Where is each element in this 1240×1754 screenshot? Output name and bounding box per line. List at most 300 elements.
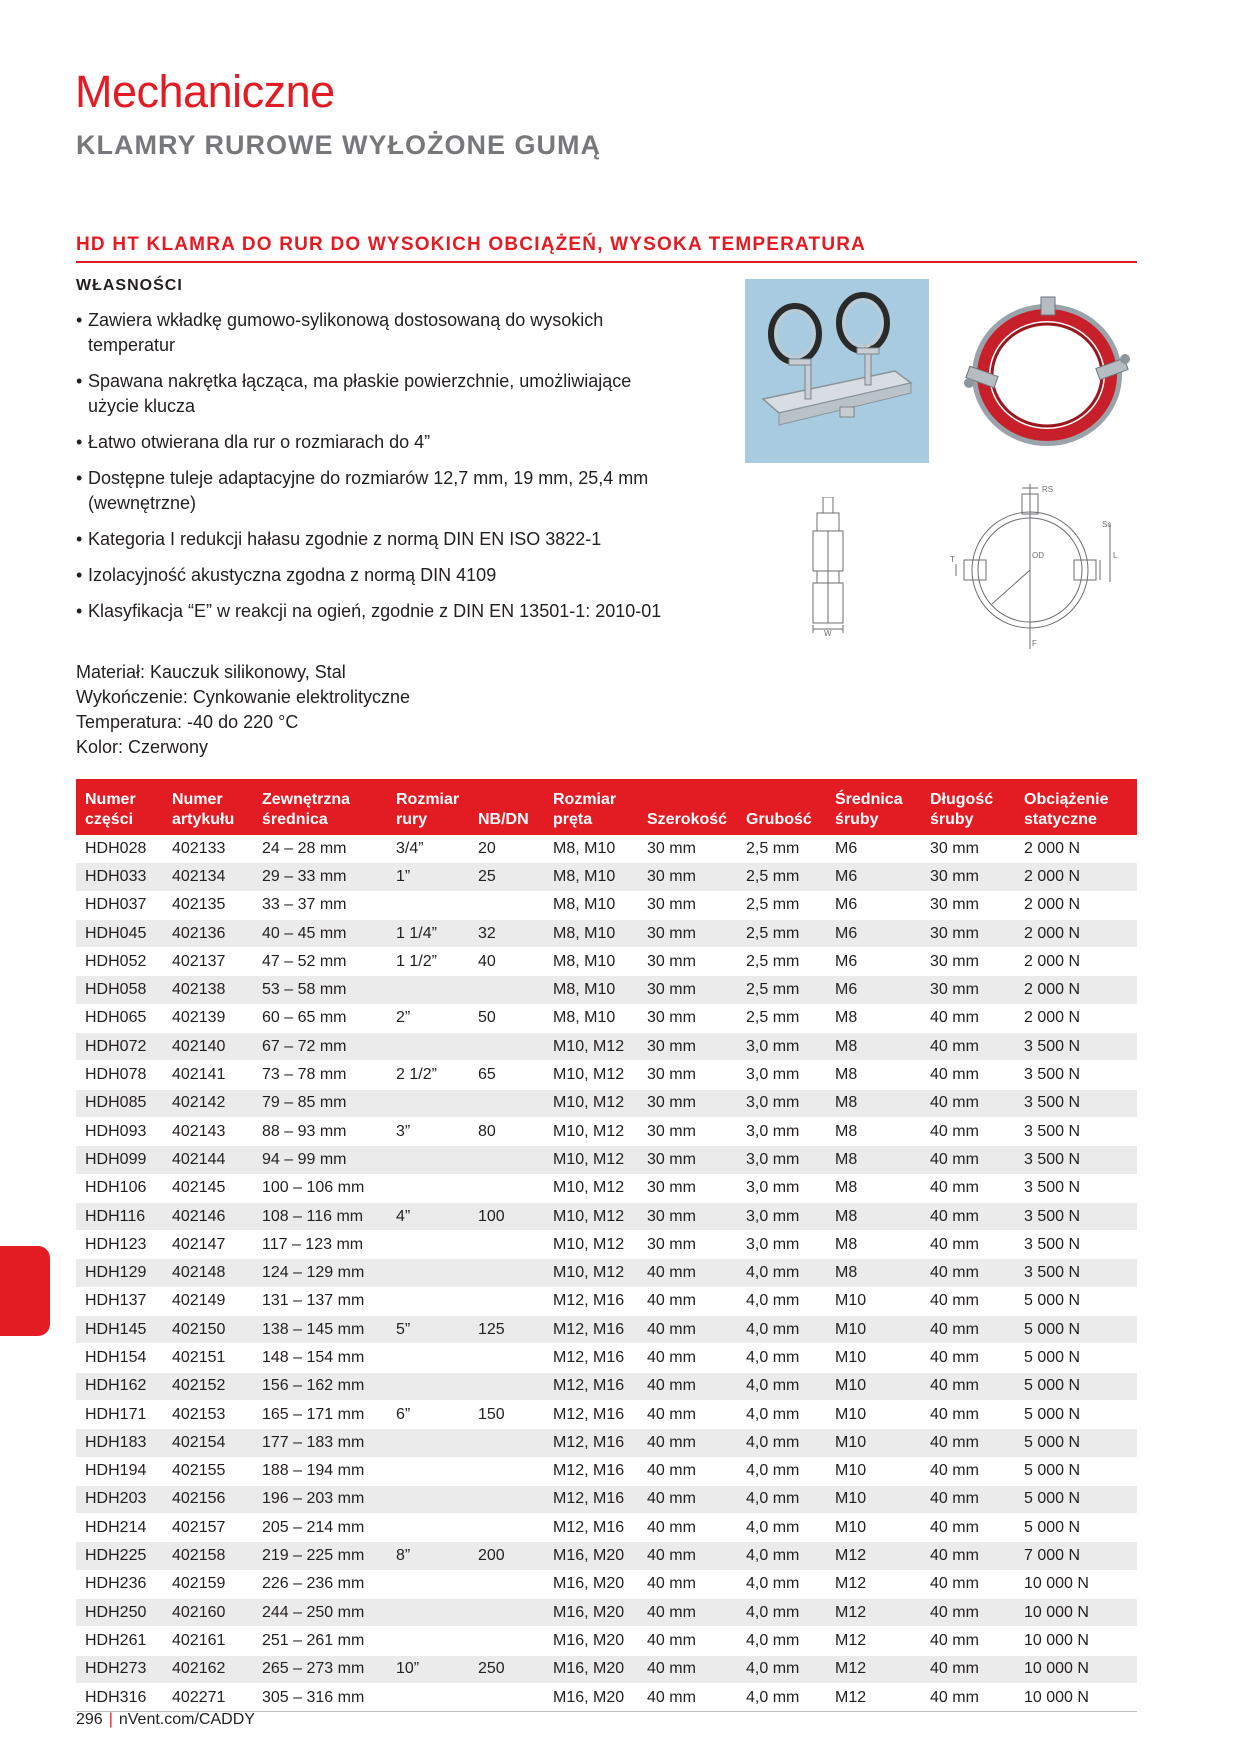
- cell-rod-size: M12, M16: [544, 1344, 638, 1372]
- cell-bolt-length: 40 mm: [921, 1514, 1015, 1542]
- footer-separator: |: [108, 1711, 113, 1728]
- table-row: [76, 1400, 1137, 1428]
- product-title: HD HT KLAMRA DO RUR DO WYSOKICH OBCIĄŻEŃ, WYSOKA TEMPERATURA: [76, 234, 1137, 263]
- cell-bolt-diameter: M8: [826, 1033, 921, 1061]
- cell-width: 30 mm: [638, 1146, 737, 1174]
- column-header-article-number: [163, 779, 253, 835]
- cell-thickness: 4,0 mm: [737, 1372, 826, 1400]
- column-header-line: pręta: [553, 811, 593, 828]
- cell-bolt-length: 40 mm: [921, 1570, 1015, 1598]
- cell-part-number: HDH116: [76, 1202, 163, 1230]
- cell-pipe-size: [387, 1344, 469, 1372]
- cell-article-number: 402138: [163, 976, 253, 1004]
- cell-rod-size: M10, M12: [544, 1174, 638, 1202]
- cell-thickness: 3,0 mm: [737, 1146, 826, 1174]
- cell-width: 30 mm: [638, 1004, 737, 1032]
- cell-rod-size: M16, M20: [544, 1683, 638, 1711]
- cell-bolt-length: 40 mm: [921, 1259, 1015, 1287]
- cell-part-number: HDH145: [76, 1316, 163, 1344]
- footer-website: nVent.com/CADDY: [118, 1711, 255, 1728]
- cell-static-load: 2 000 N: [1015, 863, 1137, 891]
- cell-width: 30 mm: [638, 1117, 737, 1145]
- cell-width: 40 mm: [638, 1287, 737, 1315]
- drawing-label-l: L: [1113, 551, 1118, 560]
- cell-nb-dn: 80: [469, 1117, 544, 1145]
- cell-bolt-diameter: M8: [826, 1061, 921, 1089]
- cell-article-number: 402150: [163, 1316, 253, 1344]
- cell-bolt-diameter: M8: [826, 1259, 921, 1287]
- cell-bolt-length: 40 mm: [921, 1061, 1015, 1089]
- cell-outer-diameter: 148 – 154 mm: [253, 1344, 387, 1372]
- cell-thickness: 3,0 mm: [737, 1061, 826, 1089]
- cell-bolt-diameter: M6: [826, 863, 921, 891]
- cell-static-load: 3 500 N: [1015, 1033, 1137, 1061]
- column-header-line: śruby: [930, 811, 974, 828]
- cell-part-number: HDH316: [76, 1683, 163, 1711]
- spec-color: Kolor: Czerwony: [76, 737, 209, 757]
- cell-part-number: HDH099: [76, 1146, 163, 1174]
- cell-article-number: 402155: [163, 1457, 253, 1485]
- cell-bolt-diameter: M10: [826, 1485, 921, 1513]
- cell-static-load: 3 500 N: [1015, 1202, 1137, 1230]
- cell-outer-diameter: 40 – 45 mm: [253, 919, 387, 947]
- cell-width: 40 mm: [638, 1683, 737, 1711]
- cell-bolt-length: 40 mm: [921, 1400, 1015, 1428]
- cell-article-number: 402149: [163, 1287, 253, 1315]
- cell-width: 30 mm: [638, 891, 737, 919]
- cell-width: 40 mm: [638, 1655, 737, 1683]
- cell-width: 30 mm: [638, 1174, 737, 1202]
- cell-rod-size: M10, M12: [544, 1259, 638, 1287]
- cell-article-number: 402159: [163, 1570, 253, 1598]
- table-row: [76, 1627, 1137, 1655]
- column-header-line: Długość: [930, 791, 994, 808]
- cell-width: 40 mm: [638, 1542, 737, 1570]
- column-header-line: części: [85, 811, 134, 828]
- cell-bolt-length: 30 mm: [921, 835, 1015, 863]
- cell-bolt-length: 40 mm: [921, 1117, 1015, 1145]
- cell-nb-dn: 20: [469, 835, 544, 863]
- cell-thickness: 2,5 mm: [737, 976, 826, 1004]
- cell-static-load: 5 000 N: [1015, 1457, 1137, 1485]
- cell-part-number: HDH033: [76, 863, 163, 891]
- cell-outer-diameter: 265 – 273 mm: [253, 1655, 387, 1683]
- cell-nb-dn: [469, 1231, 544, 1259]
- column-header-line: Rozmiar: [396, 791, 460, 808]
- cell-pipe-size: [387, 1174, 469, 1202]
- table-row: [76, 891, 1137, 919]
- cell-thickness: 3,0 mm: [737, 1231, 826, 1259]
- cell-bolt-length: 40 mm: [921, 1287, 1015, 1315]
- cell-bolt-length: 40 mm: [921, 1655, 1015, 1683]
- feature-item: • Izolacyjność akustyczna zgodna z normą DIN 4109: [76, 563, 676, 588]
- cell-nb-dn: [469, 1372, 544, 1400]
- cell-pipe-size: 2”: [387, 1004, 469, 1032]
- cell-nb-dn: [469, 1485, 544, 1513]
- cell-width: 30 mm: [638, 1033, 737, 1061]
- cell-thickness: 4,0 mm: [737, 1344, 826, 1372]
- cell-thickness: 4,0 mm: [737, 1287, 826, 1315]
- cell-bolt-diameter: M8: [826, 1089, 921, 1117]
- cell-nb-dn: [469, 1514, 544, 1542]
- cell-bolt-length: 40 mm: [921, 1316, 1015, 1344]
- cell-pipe-size: [387, 1599, 469, 1627]
- drawing-label-od: OD: [1032, 551, 1044, 560]
- cell-nb-dn: 32: [469, 919, 544, 947]
- column-header-outer-diameter: [253, 779, 387, 835]
- cell-nb-dn: 25: [469, 863, 544, 891]
- cell-pipe-size: [387, 1570, 469, 1598]
- cell-thickness: 4,0 mm: [737, 1457, 826, 1485]
- table-row: [76, 1344, 1137, 1372]
- cell-width: 40 mm: [638, 1485, 737, 1513]
- cell-part-number: HDH129: [76, 1259, 163, 1287]
- cell-bolt-length: 40 mm: [921, 1089, 1015, 1117]
- cell-static-load: 2 000 N: [1015, 948, 1137, 976]
- cell-pipe-size: [387, 1485, 469, 1513]
- cell-width: 40 mm: [638, 1372, 737, 1400]
- product-spec-table: [76, 779, 1137, 1712]
- cell-bolt-length: 40 mm: [921, 1599, 1015, 1627]
- cell-width: 30 mm: [638, 1202, 737, 1230]
- table-row: [76, 1429, 1137, 1457]
- cell-nb-dn: [469, 1457, 544, 1485]
- cell-rod-size: M8, M10: [544, 948, 638, 976]
- cell-part-number: HDH203: [76, 1485, 163, 1513]
- cell-part-number: HDH137: [76, 1287, 163, 1315]
- drawing-label-sc: Sc: [1102, 520, 1112, 529]
- cell-outer-diameter: 60 – 65 mm: [253, 1004, 387, 1032]
- cell-bolt-length: 40 mm: [921, 1372, 1015, 1400]
- cell-article-number: 402152: [163, 1372, 253, 1400]
- column-header-line: średnica: [262, 811, 328, 828]
- cell-nb-dn: [469, 1089, 544, 1117]
- drawing-label-rs: RS: [1042, 485, 1054, 494]
- cell-article-number: 402142: [163, 1089, 253, 1117]
- side-view-drawing: [795, 497, 865, 647]
- cell-pipe-size: 10”: [387, 1655, 469, 1683]
- cell-width: 30 mm: [638, 1231, 737, 1259]
- cell-part-number: HDH045: [76, 919, 163, 947]
- column-header-line: Numer: [172, 791, 223, 808]
- cell-bolt-length: 40 mm: [921, 1004, 1015, 1032]
- cell-thickness: 2,5 mm: [737, 919, 826, 947]
- cell-bolt-length: 40 mm: [921, 1542, 1015, 1570]
- spec-finish: Wykończenie: Cynkowanie elektrolityczne: [76, 687, 410, 707]
- cell-thickness: 4,0 mm: [737, 1570, 826, 1598]
- cell-outer-diameter: 88 – 93 mm: [253, 1117, 387, 1145]
- page-footer: [76, 1711, 255, 1729]
- cell-outer-diameter: 251 – 261 mm: [253, 1627, 387, 1655]
- cell-rod-size: M12, M16: [544, 1287, 638, 1315]
- cell-rod-size: M10, M12: [544, 1146, 638, 1174]
- cell-thickness: 4,0 mm: [737, 1400, 826, 1428]
- cell-outer-diameter: 177 – 183 mm: [253, 1429, 387, 1457]
- column-header-line: Zewnętrzna: [262, 791, 351, 808]
- cell-article-number: 402151: [163, 1344, 253, 1372]
- cell-bolt-length: 30 mm: [921, 919, 1015, 947]
- feature-item: • Klasyfikacja “E” w reakcji na ogień, zgodnie z DIN EN 13501-1: 2010-01: [76, 599, 676, 624]
- cell-pipe-size: 1 1/2”: [387, 948, 469, 976]
- features-heading: WŁASNOŚCI: [76, 277, 183, 294]
- cell-static-load: 5 000 N: [1015, 1316, 1137, 1344]
- cell-rod-size: M12, M16: [544, 1485, 638, 1513]
- cell-bolt-length: 40 mm: [921, 1457, 1015, 1485]
- cell-static-load: 3 500 N: [1015, 1061, 1137, 1089]
- cell-bolt-diameter: M10: [826, 1514, 921, 1542]
- column-header-static-load: [1015, 779, 1137, 835]
- cell-bolt-length: 30 mm: [921, 948, 1015, 976]
- table-row: [76, 1061, 1137, 1089]
- cell-article-number: 402271: [163, 1683, 253, 1711]
- column-header-rod-size: [544, 779, 638, 835]
- cell-outer-diameter: 205 – 214 mm: [253, 1514, 387, 1542]
- cell-nb-dn: [469, 1627, 544, 1655]
- cell-outer-diameter: 188 – 194 mm: [253, 1457, 387, 1485]
- cell-outer-diameter: 117 – 123 mm: [253, 1231, 387, 1259]
- cell-rod-size: M12, M16: [544, 1514, 638, 1542]
- cell-outer-diameter: 131 – 137 mm: [253, 1287, 387, 1315]
- cell-outer-diameter: 29 – 33 mm: [253, 863, 387, 891]
- cell-thickness: 4,0 mm: [737, 1542, 826, 1570]
- product-photo-strut-assembly: [745, 279, 929, 463]
- cell-pipe-size: 3”: [387, 1117, 469, 1145]
- cell-pipe-size: [387, 1287, 469, 1315]
- table-row: [76, 1117, 1137, 1145]
- table-row: [76, 1599, 1137, 1627]
- cell-bolt-length: 40 mm: [921, 1344, 1015, 1372]
- technical-drawing-front: [950, 484, 1140, 654]
- cell-outer-diameter: 94 – 99 mm: [253, 1146, 387, 1174]
- cell-static-load: 5 000 N: [1015, 1514, 1137, 1542]
- table-row: [76, 1174, 1137, 1202]
- chapter-tab: [0, 1246, 50, 1336]
- drawing-label-t: T: [950, 555, 955, 564]
- cell-outer-diameter: 33 – 37 mm: [253, 891, 387, 919]
- page-title: Mechaniczne: [75, 66, 335, 117]
- cell-width: 40 mm: [638, 1344, 737, 1372]
- cell-width: 40 mm: [638, 1514, 737, 1542]
- table-row: [76, 1004, 1137, 1032]
- column-header-line: artykułu: [172, 811, 235, 828]
- cell-rod-size: M10, M12: [544, 1117, 638, 1145]
- cell-outer-diameter: 73 – 78 mm: [253, 1061, 387, 1089]
- cell-outer-diameter: 138 – 145 mm: [253, 1316, 387, 1344]
- cell-static-load: 2 000 N: [1015, 919, 1137, 947]
- cell-article-number: 402139: [163, 1004, 253, 1032]
- cell-part-number: HDH106: [76, 1174, 163, 1202]
- cell-bolt-diameter: M8: [826, 1117, 921, 1145]
- cell-article-number: 402135: [163, 891, 253, 919]
- column-header-line: Szerokość: [647, 811, 728, 828]
- cell-bolt-length: 40 mm: [921, 1146, 1015, 1174]
- cell-rod-size: M8, M10: [544, 976, 638, 1004]
- cell-width: 30 mm: [638, 948, 737, 976]
- cell-static-load: 2 000 N: [1015, 835, 1137, 863]
- feature-item: • Spawana nakrętka łącząca, ma płaskie powierzchnie, umożliwiające użycie klucza: [76, 369, 676, 419]
- column-header-line: Numer: [85, 791, 136, 808]
- column-header-line: NB/DN: [478, 811, 529, 828]
- feature-item: • Dostępne tuleje adaptacyjne do rozmiarów 12,7 mm, 19 mm, 25,4 mm (wewnętrzne): [76, 466, 676, 516]
- cell-static-load: 5 000 N: [1015, 1287, 1137, 1315]
- cell-bolt-length: 40 mm: [921, 1174, 1015, 1202]
- cell-part-number: HDH250: [76, 1599, 163, 1627]
- cell-article-number: 402158: [163, 1542, 253, 1570]
- cell-nb-dn: [469, 1570, 544, 1598]
- cell-nb-dn: 50: [469, 1004, 544, 1032]
- cell-width: 40 mm: [638, 1599, 737, 1627]
- cell-nb-dn: [469, 1174, 544, 1202]
- cell-static-load: 10 000 N: [1015, 1599, 1137, 1627]
- cell-part-number: HDH072: [76, 1033, 163, 1061]
- cell-article-number: 402153: [163, 1400, 253, 1428]
- cell-pipe-size: 6”: [387, 1400, 469, 1428]
- cell-bolt-length: 30 mm: [921, 891, 1015, 919]
- cell-article-number: 402136: [163, 919, 253, 947]
- column-header-line: rury: [396, 811, 428, 828]
- cell-rod-size: M10, M12: [544, 1231, 638, 1259]
- cell-pipe-size: 8”: [387, 1542, 469, 1570]
- cell-pipe-size: 4”: [387, 1202, 469, 1230]
- cell-bolt-diameter: M6: [826, 976, 921, 1004]
- cell-part-number: HDH028: [76, 835, 163, 863]
- cell-rod-size: M12, M16: [544, 1457, 638, 1485]
- cell-article-number: 402146: [163, 1202, 253, 1230]
- cell-part-number: HDH078: [76, 1061, 163, 1089]
- cell-thickness: 3,0 mm: [737, 1174, 826, 1202]
- cell-outer-diameter: 226 – 236 mm: [253, 1570, 387, 1598]
- spec-temperature: Temperatura: -40 do 220 °C: [76, 712, 299, 732]
- features-list: [76, 308, 676, 635]
- cell-article-number: 402145: [163, 1174, 253, 1202]
- table-row: [76, 1033, 1137, 1061]
- cell-bolt-length: 40 mm: [921, 1202, 1015, 1230]
- cell-bolt-diameter: M6: [826, 891, 921, 919]
- table-row: [76, 1316, 1137, 1344]
- cell-nb-dn: 65: [469, 1061, 544, 1089]
- cell-outer-diameter: 196 – 203 mm: [253, 1485, 387, 1513]
- cell-article-number: 402141: [163, 1061, 253, 1089]
- cell-static-load: 3 500 N: [1015, 1146, 1137, 1174]
- cell-article-number: 402143: [163, 1117, 253, 1145]
- cell-nb-dn: [469, 1033, 544, 1061]
- cell-bolt-diameter: M6: [826, 919, 921, 947]
- cell-nb-dn: [469, 1344, 544, 1372]
- cell-thickness: 4,0 mm: [737, 1429, 826, 1457]
- cell-article-number: 402162: [163, 1655, 253, 1683]
- front-view-drawing: [950, 484, 1140, 654]
- cell-rod-size: M8, M10: [544, 1004, 638, 1032]
- cell-part-number: HDH037: [76, 891, 163, 919]
- cell-outer-diameter: 24 – 28 mm: [253, 835, 387, 863]
- product-photo-clamp: [955, 279, 1137, 463]
- page-number: 296: [76, 1711, 103, 1728]
- table-row: [76, 1655, 1137, 1683]
- cell-static-load: 10 000 N: [1015, 1627, 1137, 1655]
- cell-rod-size: M16, M20: [544, 1542, 638, 1570]
- cell-rod-size: M16, M20: [544, 1627, 638, 1655]
- column-header-line: Średnica: [835, 791, 903, 808]
- feature-item: • Zawiera wkładkę gumowo-sylikonową dostosowaną do wysokich temperatur: [76, 308, 676, 358]
- column-header-thickness: [737, 779, 826, 835]
- cell-static-load: 10 000 N: [1015, 1655, 1137, 1683]
- cell-outer-diameter: 47 – 52 mm: [253, 948, 387, 976]
- cell-rod-size: M10, M12: [544, 1202, 638, 1230]
- cell-thickness: 4,0 mm: [737, 1599, 826, 1627]
- cell-static-load: 10 000 N: [1015, 1683, 1137, 1711]
- cell-thickness: 2,5 mm: [737, 835, 826, 863]
- material-specs: [76, 660, 410, 760]
- cell-part-number: HDH236: [76, 1570, 163, 1598]
- table-row: [76, 1485, 1137, 1513]
- cell-bolt-diameter: M10: [826, 1372, 921, 1400]
- table-row: [76, 1457, 1137, 1485]
- cell-nb-dn: [469, 891, 544, 919]
- table-row: [76, 1570, 1137, 1598]
- cell-pipe-size: [387, 1683, 469, 1711]
- cell-bolt-diameter: M12: [826, 1570, 921, 1598]
- cell-rod-size: M12, M16: [544, 1316, 638, 1344]
- cell-static-load: 2 000 N: [1015, 891, 1137, 919]
- cell-rod-size: M16, M20: [544, 1599, 638, 1627]
- table-row: [76, 1683, 1137, 1711]
- cell-outer-diameter: 305 – 316 mm: [253, 1683, 387, 1711]
- cell-bolt-diameter: M12: [826, 1655, 921, 1683]
- cell-bolt-diameter: M6: [826, 835, 921, 863]
- cell-pipe-size: 1”: [387, 863, 469, 891]
- cell-bolt-length: 40 mm: [921, 1429, 1015, 1457]
- cell-nb-dn: 200: [469, 1542, 544, 1570]
- cell-outer-diameter: 156 – 162 mm: [253, 1372, 387, 1400]
- cell-bolt-diameter: M8: [826, 1202, 921, 1230]
- cell-bolt-length: 40 mm: [921, 1231, 1015, 1259]
- cell-part-number: HDH171: [76, 1400, 163, 1428]
- cell-rod-size: M16, M20: [544, 1655, 638, 1683]
- cell-part-number: HDH058: [76, 976, 163, 1004]
- technical-drawing-side: [795, 497, 865, 647]
- cell-part-number: HDH154: [76, 1344, 163, 1372]
- cell-thickness: 2,5 mm: [737, 1004, 826, 1032]
- table-row: [76, 1231, 1137, 1259]
- cell-static-load: 5 000 N: [1015, 1400, 1137, 1428]
- cell-article-number: 402161: [163, 1627, 253, 1655]
- table-row: [76, 1542, 1137, 1570]
- column-header-bolt-length: [921, 779, 1015, 835]
- table-row: [76, 1089, 1137, 1117]
- cell-width: 40 mm: [638, 1316, 737, 1344]
- cell-article-number: 402140: [163, 1033, 253, 1061]
- table-row: [76, 1259, 1137, 1287]
- cell-outer-diameter: 219 – 225 mm: [253, 1542, 387, 1570]
- cell-part-number: HDH123: [76, 1231, 163, 1259]
- cell-article-number: 402133: [163, 835, 253, 863]
- table-row: [76, 1146, 1137, 1174]
- cell-part-number: HDH194: [76, 1457, 163, 1485]
- cell-pipe-size: [387, 976, 469, 1004]
- cell-bolt-length: 40 mm: [921, 1683, 1015, 1711]
- cell-width: 30 mm: [638, 835, 737, 863]
- cell-bolt-diameter: M8: [826, 1174, 921, 1202]
- table-row: [76, 1287, 1137, 1315]
- column-header-pipe-size: [387, 779, 469, 835]
- cell-outer-diameter: 79 – 85 mm: [253, 1089, 387, 1117]
- cell-thickness: 4,0 mm: [737, 1514, 826, 1542]
- cell-bolt-diameter: M8: [826, 1004, 921, 1032]
- cell-rod-size: M12, M16: [544, 1400, 638, 1428]
- cell-width: 40 mm: [638, 1457, 737, 1485]
- cell-pipe-size: [387, 1429, 469, 1457]
- cell-pipe-size: [387, 1457, 469, 1485]
